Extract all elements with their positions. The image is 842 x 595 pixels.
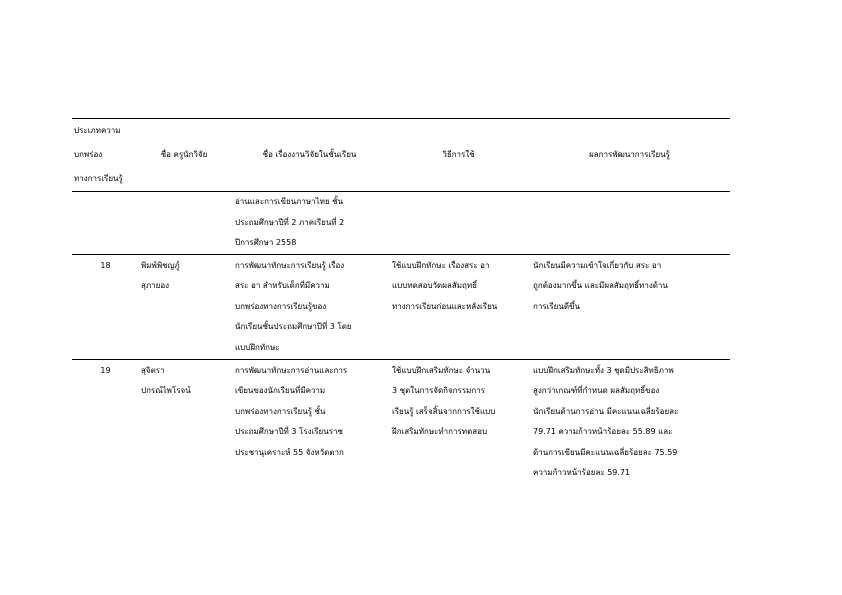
result: นักเรียนมีความเข้าใจเกี่ยวกับ สระ อา ถูกต้องมากขึ้น และมีผลสัมฤทธิ์ทางด้าน การเรียนดีขึ้น	[533, 260, 668, 311]
result: แบบฝึกเสริมทักษะทั้ง 3 ชุดมีประสิทธิภาพ สูงกว่าเกณฑ์ที่กำหนด ผลสัมฤทธิ์ของ นักเรียนด้านการอ่าน มีคะแนนเฉลี่ยร้อยละ 79.71 ความก้าวหน้าร้อยละ 55.89 และ ด้านการเขียนมีคะแนนเฉลี่ยร้อยละ 75.59 ความก้าวหน้าร้อยละ 59.71	[533, 365, 679, 477]
method: ใช้แบบฝึกเสริมทักษะ จำนวน 3 ชุดในการจัดกิจกรรมการ เรียนรู้ เสร็จสิ้นจากการใช้แบบ ฝึกเสริมทักษะทำการทดสอบ	[392, 365, 496, 436]
method: ใช้แบบฝึกทักษะ เรื่องสระ อา แบบทดสอบวัดผลสัมฤทธิ์ ทางการเรียนก่อนและหลังเรียน	[392, 260, 498, 311]
researcher-name: พิมพ์พิชญภู์ สุภายอง	[141, 260, 180, 290]
header-method: วิธีการใช้	[442, 149, 475, 159]
header-result: ผลการพัฒนาการเรียนรู้	[589, 149, 670, 159]
header-type: ประเภทความ บกพร่อง ทางการเรียนรู้	[74, 126, 123, 183]
table-header	[72, 119, 730, 192]
row-number	[72, 192, 137, 255]
row-number: 19	[100, 365, 111, 375]
researcher-name: สุจิตรา ปกรณ์ไพโรจน์	[141, 365, 191, 395]
row-number: 18	[100, 260, 111, 270]
header-title: ชื่อ เรื่องงานวิจัยในชั้นเรียน	[262, 149, 357, 159]
research-table	[72, 118, 730, 484]
research-title: อ่านและการเขียนภาษาไทย ชั้น ประถมศึกษาปีที่ 2 ภาคเรียนที่ 2 ปีการศึกษา 2558	[235, 197, 345, 247]
researcher-name	[137, 192, 231, 255]
table-row	[72, 192, 730, 255]
research-title: การพัฒนาทักษะการอ่านและการ เขียนของนักเรียนที่มีความ บกพร่องทางการเรียนรู้ ชั้น ประถมศึกษาปีที่ 3 โรงเรียนราช ประชานุเคราะห์ 55 จังหวัดตาก	[235, 365, 348, 457]
method	[388, 192, 529, 255]
result	[529, 192, 730, 255]
table-row	[72, 254, 730, 359]
research-title: การพัฒนาทักษะการเรียนรู้ เรื่อง สระ อา สำหรับเด็กที่มีความ บกพร่องทางการเรียนรู้ของ นักเรียนชั้นประถมศึกษาปีที่ 3 โดย แบบฝึกทักษะ	[235, 260, 352, 352]
table-row	[72, 359, 730, 484]
header-researcher: ชื่อ ครูนักวิจัย	[160, 149, 208, 159]
